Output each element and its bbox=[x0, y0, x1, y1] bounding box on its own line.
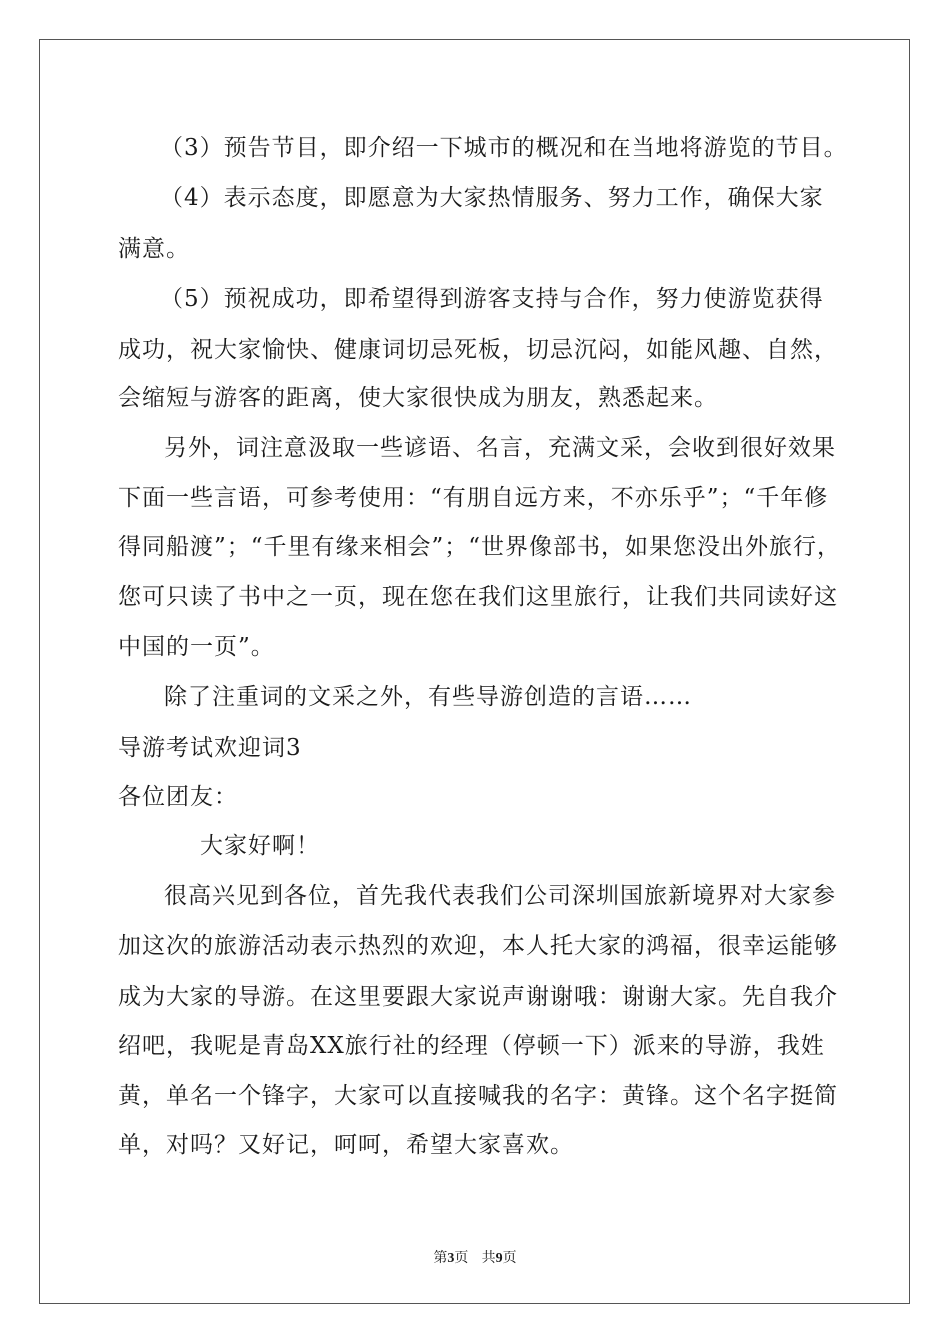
page-footer bbox=[0, 1247, 950, 1267]
paragraph-line-17: 加这次的旅游活动表示热烈的欢迎，本人托大家的鸿福，很幸运能够 bbox=[118, 933, 838, 959]
paragraph-line-3: 满意。 bbox=[118, 236, 190, 262]
paragraph-line-18: 成为大家的导游。在这里要跟大家说声谢谢哦：谢谢大家。先自我介 bbox=[118, 984, 838, 1010]
salutation: 各位团友： bbox=[118, 784, 238, 810]
total-suffix: 页 bbox=[502, 1250, 517, 1266]
page-prefix: 第 bbox=[433, 1250, 448, 1266]
total-prefix: 共 bbox=[481, 1250, 496, 1266]
total-pages: 9 bbox=[495, 1251, 503, 1266]
paragraph-line-7: 另外，词注意汲取一些谚语、名言，充满文采，会收到很好效果 bbox=[164, 435, 836, 461]
page-number: 3 bbox=[447, 1251, 455, 1266]
paragraph-line-6: 会缩短与游客的距离，使大家很快成为朋友，熟悉起来。 bbox=[118, 385, 718, 411]
page-suffix: 页 bbox=[454, 1250, 469, 1266]
paragraph-line-11: 中国的一页”。 bbox=[118, 634, 275, 660]
page-frame bbox=[39, 39, 910, 1304]
paragraph-line-2: （4）表示态度，即愿意为大家热情服务、努力工作，确保大家 bbox=[160, 185, 824, 211]
greeting: 大家好啊！ bbox=[200, 833, 320, 859]
paragraph-line-8: 下面一些言语，可参考使用：“有朋自远方来，不亦乐乎”；“千年修 bbox=[118, 485, 829, 511]
paragraph-line-12: 除了注重词的文采之外，有些导游创造的言语…… bbox=[164, 684, 692, 710]
paragraph-line-4: （5）预祝成功，即希望得到游客支持与合作，努力使游览获得 bbox=[160, 286, 824, 312]
paragraph-line-10: 您可只读了书中之一页，现在您在我们这里旅行，让我们共同读好这 bbox=[118, 584, 838, 610]
paragraph-line-5: 成功，祝大家愉快、健康词切忌死板，切忌沉闷，如能风趣、自然， bbox=[118, 337, 838, 363]
section-heading: 导游考试欢迎词3 bbox=[118, 735, 302, 761]
paragraph-line-16: 很高兴见到各位，首先我代表我们公司深圳国旅新境界对大家参 bbox=[164, 883, 836, 909]
paragraph-line-9: 得同船渡”；“千里有缘来相会”；“世界像部书，如果您没出外旅行， bbox=[118, 534, 842, 560]
paragraph-line-19: 绍吧，我呢是青岛XX旅行社的经理（停顿一下）派来的导游，我姓 bbox=[118, 1033, 825, 1059]
paragraph-line-1: （3）预告节目，即介绍一下城市的概况和在当地将游览的节目。 bbox=[160, 135, 848, 161]
paragraph-line-21: 单，对吗？又好记，呵呵，希望大家喜欢。 bbox=[118, 1132, 574, 1158]
paragraph-line-20: 黄，单名一个锋字，大家可以直接喊我的名字：黄锋。这个名字挺简 bbox=[118, 1083, 838, 1109]
